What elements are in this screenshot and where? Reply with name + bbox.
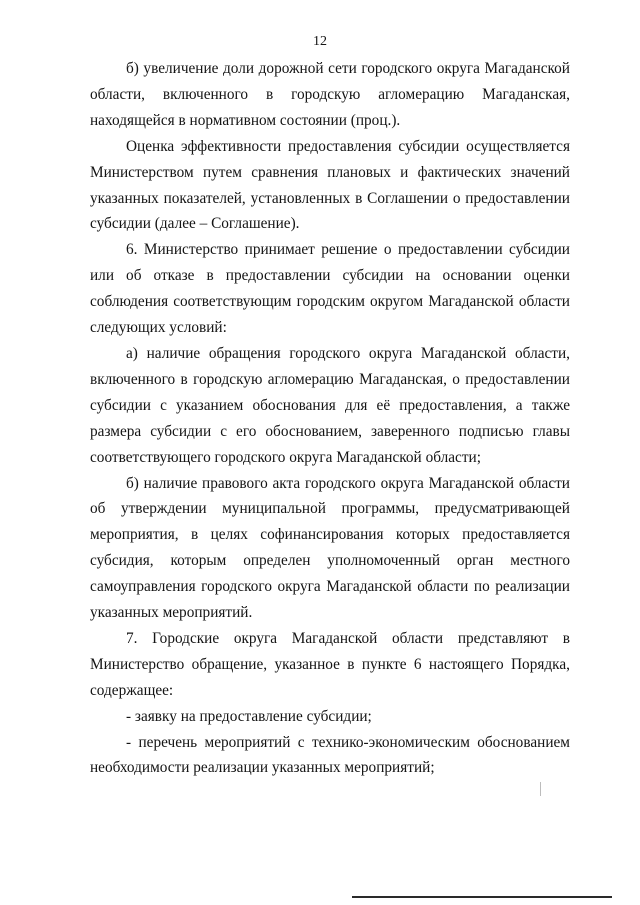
page-number: 12 [313, 34, 327, 49]
document-body [90, 56, 570, 781]
paragraph-condition-b: б) наличие правового акта городского округа Магаданской области об утверждении муниципальной программы, предусматривающей мероприятия, в целях софинансирования которых предоставляется субсидия, которым определен уполномоченный орган местного самоуправления городского округа Магаданской области по реализации указанных мероприятий. [90, 474, 570, 622]
list-item-measures: - перечень мероприятий с технико-экономическим обоснованием необходимости реализации указанных мероприятий; [90, 733, 570, 777]
paragraph-item-7: 7. Городские округа Магаданской области представляют в Министерство обращение, указанное в пункте 6 настоящего Порядка, содержащее: [90, 629, 570, 699]
scan-mark [540, 782, 541, 796]
paragraph-efficiency-assessment: Оценка эффективности предоставления субсидии осуществляется Министерством путем сравнения плановых и фактических значений указанных показателей, установленных в Соглашении о предоставлении субсидии (далее – Соглашение). [90, 137, 570, 233]
list-item-application: - заявку на предоставление субсидии; [126, 707, 372, 725]
paragraph-condition-a: а) наличие обращения городского округа Магаданской области, включенного в городскую агломерацию Магаданская, о предоставлении субсидии с указанием обоснования для её предоставления, а также размера субсидии с его обоснованием, заверенного подписью главы соответствующего городского округа Магаданской области; [90, 344, 570, 466]
footer-rule [352, 896, 612, 898]
paragraph-item-6: 6. Министерство принимает решение о предоставлении субсидии или об отказе в предоставлении субсидии на основании оценки соблюдения соответствующим городским округом Магаданской области следующих условий: [90, 241, 570, 337]
paragraph-indicator-b: б) увеличение доли дорожной сети городского округа Магаданской области, включенного в городскую агломерацию Магаданская, находящейся в нормативном состоянии (проц.). [90, 60, 570, 129]
